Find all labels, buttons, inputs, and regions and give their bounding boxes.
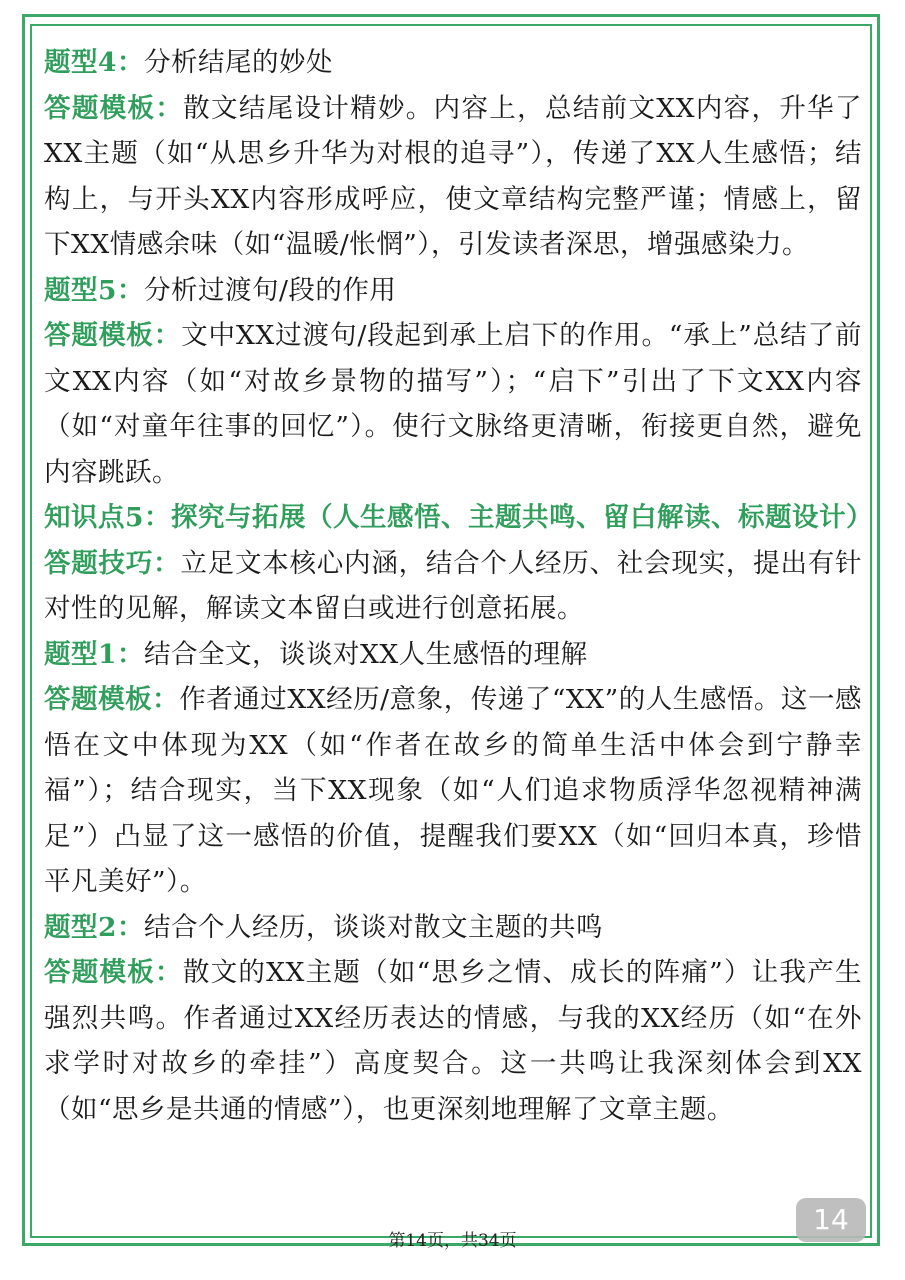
label: 题型2： <box>44 911 144 943</box>
label: 题型5： <box>44 274 144 306</box>
label: 题型4： <box>44 47 144 78</box>
text: 结合全文，谈谈对XX人生感悟的理解 <box>143 638 588 670</box>
text: 散文结尾设计精妙。内容上，总结前文XX内容，升华了XX主题（如“从思乡升华为对根的追寻”），传递了XX人生感悟；结构上，与开头XX内容形成呼应，使文章结构完整严谨；情感上，留下XX情感余味（如“温暖/怅惘”），引发读者深思，增强感染力。 <box>44 92 862 260</box>
answer-template-1 <box>44 677 862 905</box>
text: 立足文本核心内涵，结合个人经历、社会现实，提出有针对性的见解，解读文本留白或进行创意拓展。 <box>44 547 863 624</box>
label: 答题模板： <box>44 320 182 351</box>
text: 分析过渡句/段的作用 <box>143 274 397 306</box>
answer-template-4 <box>44 86 862 268</box>
label: 答题模板： <box>44 684 180 715</box>
text: 作者通过XX经历/意象，传递了“XX”的人生感悟。这一感悟在文中体现为XX（如“作者在故乡的简单生活中体会到宁静幸福”）；结合现实，当下XX现象（如“人们追求物质浮华忽视精神满足”）凸显了这一感悟的价值，提醒我们要XX（如“回归本真，珍惜平凡美好”）。 <box>44 684 862 897</box>
heading: 知识点5：探究与拓展（人生感悟、主题共鸣、留白解读、标题设计） <box>44 502 873 533</box>
question-type-1 <box>44 632 862 678</box>
label: 答题模板： <box>44 92 184 124</box>
document-body <box>44 40 873 1132</box>
answer-template-2 <box>44 950 862 1132</box>
text: 文中XX过渡句/段起到承上启下的作用。“承上”总结了前文XX内容（如“对故乡景物的描写”）；“启下”引出了下文XX内容（如“对童年往事的回忆”）。使行文脉络更清晰，衔接更自然，避免内容跳跃。 <box>44 320 862 488</box>
text: 分析结尾的妙处 <box>143 47 333 78</box>
question-type-5 <box>44 268 862 314</box>
text: 散文的XX主题（如“思乡之情、成长的阵痛”）让我产生强烈共鸣。作者通过XX经历表达的情感，与我的XX经历（如“在外求学时对故乡的牵挂”）高度契合。这一共鸣让我深刻体会到XX（如“思乡是共通的情感”），也更深刻地理解了文章主题。 <box>44 957 863 1125</box>
text: 结合个人经历，谈谈对散文主题的共鸣 <box>143 911 603 943</box>
answer-tips <box>44 541 862 632</box>
label: 题型1： <box>44 638 144 670</box>
label: 答题技巧： <box>44 547 181 579</box>
label: 答题模板： <box>44 957 183 988</box>
page-number-badge: 14 <box>796 1198 866 1242</box>
question-type-2 <box>44 905 862 951</box>
knowledge-point-5-heading <box>44 495 873 541</box>
page-footer: 第14页，共34页 <box>388 1231 517 1251</box>
answer-template-5 <box>44 313 862 495</box>
question-type-4 <box>44 40 862 86</box>
